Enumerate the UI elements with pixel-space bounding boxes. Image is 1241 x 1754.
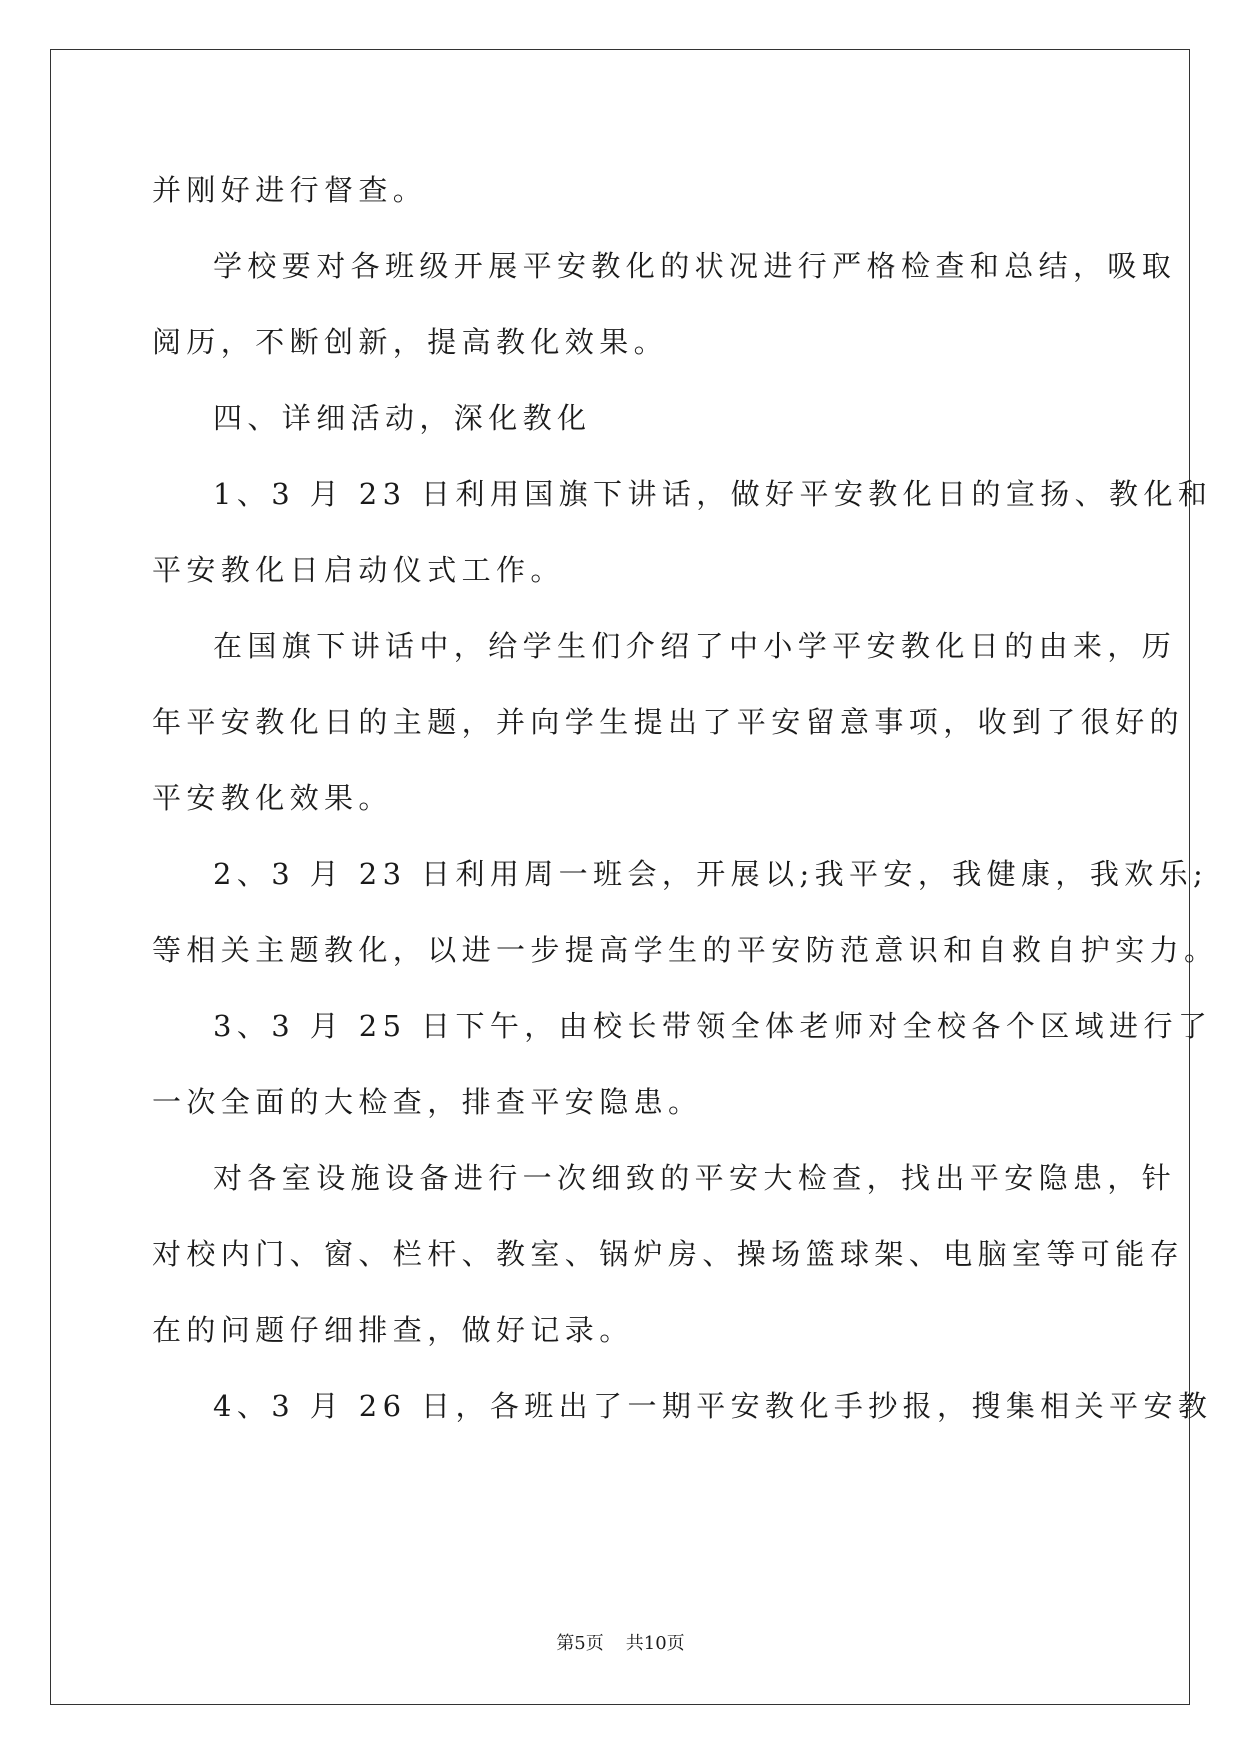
text-line: 年平安教化日的主题，并向学生提出了平安留意事项，收到了很好的 xyxy=(152,705,1185,739)
text-line: 学校要对各班级开展平安教化的状况进行严格检查和总结，吸取 xyxy=(213,249,1177,283)
text-line: 对各室设施设备进行一次细致的平安大检查，找出平安隐患，针 xyxy=(213,1161,1177,1195)
text-line: 2、3 月 23 日利用周一班会，开展以;我平安，我健康，我欢乐; xyxy=(213,857,1209,891)
text-line: 1、3 月 23 日利用国旗下讲话，做好平安教化日的宣扬、教化和 xyxy=(213,477,1213,511)
text-line: 并刚好进行督查。 xyxy=(152,173,428,207)
text-line: 阅历，不断创新，提高教化效果。 xyxy=(152,325,669,359)
text-line: 3、3 月 25 日下午，由校长带领全体老师对全校各个区域进行了 xyxy=(213,1009,1213,1043)
page-footer xyxy=(0,1633,1241,1655)
text-line: 一次全面的大检查，排查平安隐患。 xyxy=(152,1085,703,1119)
page-number-total: 共10页 xyxy=(625,1633,685,1654)
page-number-current: 第5页 xyxy=(556,1633,604,1654)
text-line: 对校内门、窗、栏杆、教室、锅炉房、操场篮球架、电脑室等可能存 xyxy=(152,1237,1185,1271)
text-line: 平安教化日启动仪式工作。 xyxy=(152,553,565,587)
text-line: 在的问题仔细排查，做好记录。 xyxy=(152,1313,634,1347)
text-line: 4、3 月 26 日，各班出了一期平安教化手抄报，搜集相关平安教 xyxy=(213,1389,1213,1423)
section-heading: 四、详细活动，深化教化 xyxy=(213,401,592,435)
text-line: 平安教化效果。 xyxy=(152,781,393,815)
text-line: 等相关主题教化，以进一步提高学生的平安防范意识和自救自护实力。 xyxy=(152,933,1219,967)
text-line: 在国旗下讲话中，给学生们介绍了中小学平安教化日的由来，历 xyxy=(213,629,1177,663)
